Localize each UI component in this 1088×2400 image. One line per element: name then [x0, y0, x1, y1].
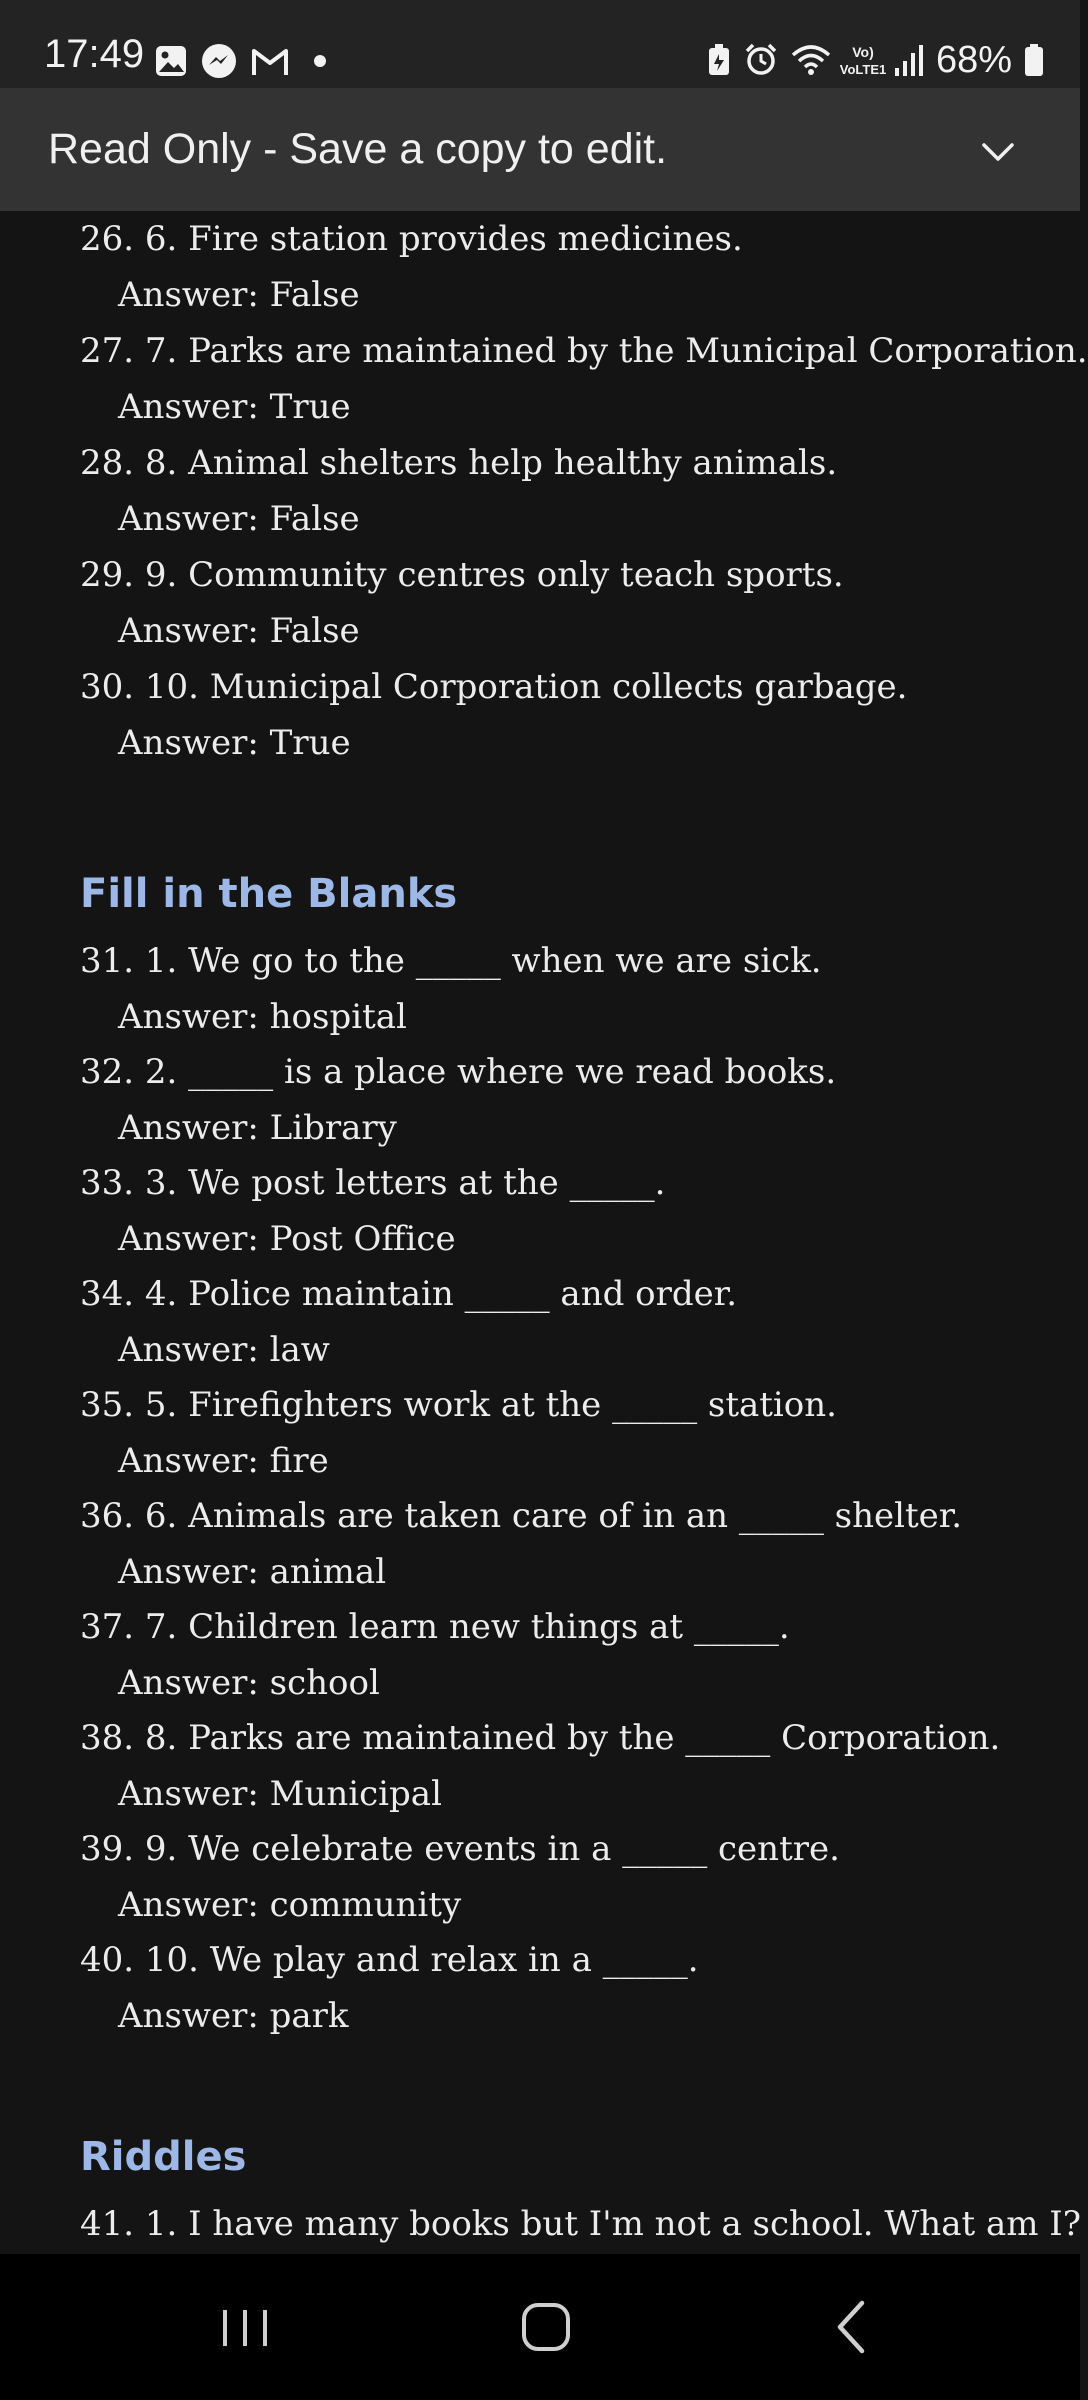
- list-item: 36. 6. Animals are taken care of in an _____ shelter.: [80, 1496, 963, 1536]
- read-only-message: Read Only - Save a copy to edit.: [48, 125, 668, 173]
- section-heading-riddles: Riddles: [80, 2134, 247, 2180]
- battery-percentage: 68%: [935, 39, 1012, 81]
- answer-text: Answer: school: [118, 1663, 380, 1703]
- section-heading-fill-blanks: Fill in the Blanks: [80, 871, 458, 917]
- list-item: 26. 6. Fire station provides medicines.: [80, 219, 743, 259]
- answer-text: Answer: True: [118, 387, 351, 427]
- alarm-icon: [744, 43, 778, 77]
- list-item: 39. 9. We celebrate events in a _____ centre.: [80, 1829, 840, 1869]
- system-icons: [706, 40, 1044, 80]
- answer-text: Answer: False: [118, 275, 360, 315]
- answer-text: Answer: community: [118, 1885, 462, 1925]
- list-item: 30. 10. Municipal Corporation collects garbage.: [80, 667, 908, 707]
- volte-icon: [839, 43, 887, 77]
- answer-text: Answer: False: [118, 611, 360, 651]
- list-item: 34. 4. Police maintain _____ and order.: [80, 1274, 738, 1314]
- recents-button[interactable]: [205, 2292, 285, 2362]
- answer-text: Answer: law: [118, 1330, 330, 1370]
- answer-text: Answer: park: [118, 1996, 349, 2036]
- gallery-icon: [154, 44, 188, 78]
- answer-text: Answer: fire: [118, 1441, 329, 1481]
- read-only-banner[interactable]: [0, 88, 1080, 211]
- document-view[interactable]: [0, 211, 1088, 2254]
- list-item: 31. 1. We go to the _____ when we are sick.: [80, 941, 822, 981]
- answer-text: Answer: animal: [118, 1552, 387, 1592]
- answer-text: Answer: Municipal: [118, 1774, 442, 1814]
- battery-saver-icon: [706, 43, 732, 77]
- list-item: 38. 8. Parks are maintained by the _____ Corporation.: [80, 1718, 1001, 1758]
- list-item: 40. 10. We play and relax in a _____.: [80, 1940, 699, 1980]
- gmail-icon: [250, 45, 290, 77]
- answer-text: Answer: True: [118, 723, 351, 763]
- answer-text: Answer: Library: [118, 1108, 397, 1148]
- back-button[interactable]: [810, 2292, 890, 2362]
- status-time: 17:49: [44, 32, 145, 76]
- list-item: 33. 3. We post letters at the _____.: [80, 1163, 666, 1203]
- messenger-icon: [200, 42, 238, 80]
- chevron-down-icon[interactable]: [978, 132, 1018, 172]
- battery-icon: [1024, 43, 1044, 77]
- svg-text:VoLTE1: VoLTE1: [839, 62, 887, 77]
- list-item: 37. 7. Children learn new things at _____.: [80, 1607, 790, 1647]
- list-item: 41. 1. I have many books but I'm not a school. What am I?: [80, 2204, 1081, 2244]
- wifi-icon: [790, 43, 832, 77]
- answer-text: Answer: hospital: [118, 997, 407, 1037]
- list-item: 32. 2. _____ is a place where we read books.: [80, 1052, 837, 1092]
- answer-text: Answer: False: [118, 499, 360, 539]
- signal-icon: [894, 44, 924, 76]
- home-button[interactable]: [506, 2292, 586, 2362]
- status-bar: [0, 0, 1080, 88]
- more-notifications-dot: [314, 55, 326, 67]
- list-item: 28. 8. Animal shelters help healthy animals.: [80, 443, 838, 483]
- list-item: 27. 7. Parks are maintained by the Municipal Corporation.: [80, 331, 1088, 371]
- navigation-bar: [0, 2254, 1080, 2400]
- notification-icons: [154, 42, 326, 80]
- answer-text: Answer: Post Office: [118, 1219, 456, 1259]
- list-item: 29. 9. Community centres only teach sports.: [80, 555, 844, 595]
- list-item: 35. 5. Firefighters work at the _____ station.: [80, 1385, 837, 1425]
- svg-text:Vo): Vo): [852, 44, 874, 60]
